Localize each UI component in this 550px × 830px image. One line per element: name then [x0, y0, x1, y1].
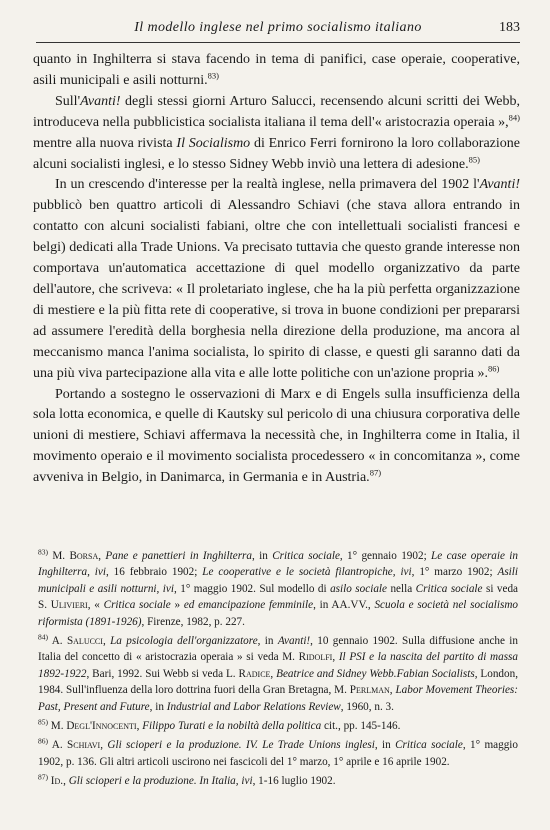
footnote-title: ed emancipazione femminile: [183, 599, 314, 612]
footnote-ref-87: 87): [369, 467, 382, 478]
footnote-text: »: [170, 599, 184, 612]
footnote-text: nella: [386, 582, 416, 595]
footnote-ref-83: 83): [207, 70, 219, 81]
footnote-text: , 1960, n. 3.: [340, 700, 394, 713]
footnote-ref-86: 86): [488, 362, 500, 373]
footnote-author: Salucci: [66, 635, 103, 648]
footnote-title: Pane e panettieri in Inghilterra: [105, 550, 252, 562]
footnote-author: Id.: [50, 775, 64, 788]
main-text: [33, 50, 520, 489]
footnote-text: ,: [332, 651, 339, 664]
footnote-text: A.: [48, 739, 68, 752]
footnote-mark: 86): [38, 736, 48, 746]
footnote-author: Ulivieri: [50, 599, 88, 612]
paragraph-2-text: mentre alla nuova rivista: [33, 135, 177, 151]
running-head: Il modello inglese nel primo socialismo italiano: [134, 20, 422, 35]
paragraph-2: [33, 92, 520, 176]
footnote-86: [38, 737, 518, 770]
footnote-text: , in: [149, 700, 167, 713]
footnote-title: Scuola e società nel socialismo riformista (1891-1926): [38, 599, 519, 628]
footnote-text: ,: [98, 550, 106, 562]
footnote-text: , 10 gennaio 1902. Sulla diffusione anche in Italia del concetto di « aristocrazia operaia » si veda M.: [38, 635, 519, 664]
paragraph-3-text: pubblicò ben quattro articoli di Alessandro Schiavi (che stava allora entrando in contatto con alcuni socialisti fabiani, oltre che con intellettuali socialisti francesi e belgi) dedicati alla Trade Unions. Va precisato tuttavia che questo grande interesse non comportava un'automatica accettazione di quel modello organizzativo da parte dell'autore, che scriveva: « Il proletariato inglese, che ha la più perfetta organizzazione di mestiere e la più fitta rete di cooperative, si trova in buone condizioni per prepararsi ad assumere l'eredità della borghesia nella direzione della produzione, ma ancora al meccanismo manca l'anima socialista, lo spirito di classe, e questi gli saranno dati da una più viva partecipazione alla vita e alle lotte politiche con un'azione propria ».: [33, 198, 520, 381]
footnote-text: ,: [270, 667, 277, 680]
footnote-mark: 84): [38, 632, 48, 642]
footnote-text: , Firenze, 1982, p. 227.: [141, 615, 245, 628]
footnote-author: Schiavi: [67, 739, 101, 752]
footnote-85: [38, 718, 518, 734]
footnote-text: , 1° maggio 1902. Sul modello di: [173, 582, 331, 595]
paragraph-3-text: In un crescendo d'interesse per la realtà inglese, nella primavera del 1902 l': [55, 177, 480, 193]
footnote-text: , 1° marzo 1902;: [411, 566, 498, 579]
footnote-text: , in: [252, 550, 273, 562]
footnote-text: ,: [100, 739, 108, 752]
footnote-title: Gli scioperi e la produzione. In Italia, ivi: [68, 775, 253, 788]
socialismo-title: Il Socialismo: [176, 135, 251, 151]
paragraph-2-text: degli stessi giorni Arturo Salucci, recensendo alcuni scritti dei Webb, introduceva nella pubblicistica socialista italiana il tema dell'« aristocrazia operaia »,: [33, 93, 520, 130]
footnote-title: Critica sociale: [395, 739, 463, 752]
footnote-text: , in: [257, 635, 278, 648]
footnote-title: Gli scioperi e la produzione. IV. Le Trade Unions inglesi: [107, 739, 375, 752]
footnote-title: Le case operaie in Inghilterra, ivi: [38, 550, 519, 579]
footnote-title: Critica sociale: [103, 599, 171, 612]
footnote-87: [38, 773, 518, 789]
footnote-title: Il PSI e la nascita del partito di massa 1892-1922: [38, 651, 519, 680]
footnote-text: M.: [48, 720, 67, 733]
footnote-mark: 83): [38, 547, 48, 557]
paragraph-1: [33, 50, 520, 92]
footnotes: [38, 548, 518, 793]
footnote-text: ,: [63, 775, 69, 788]
footnote-title: Labor Movement Theories: Past, Present and Future: [38, 684, 518, 713]
footnote-title: Le cooperative e le società filantropiche, ivi: [202, 566, 412, 579]
footnote-84: [38, 633, 518, 715]
page-header: [36, 20, 520, 43]
footnote-author: Ridolfi: [298, 651, 333, 664]
footnote-text: si veda S.: [38, 582, 519, 612]
footnote-text: , 16 febbraio 1902;: [105, 566, 203, 579]
footnote-text: , Bari, 1992. Sui Webb si veda L.: [86, 667, 239, 680]
page-number: 183: [499, 20, 520, 35]
footnote-title: Avanti!: [277, 635, 311, 648]
footnote-text: ,: [102, 635, 111, 648]
paragraph-4-text: Portando a sostegno le osservazioni di Marx e di Engels sulla insufficienza della sola lotta economica, e quelle di Kautsky sul pericolo di una chiusura corporativa delle unioni di mestiere, Schiavi affermava la necessità che, in Inghilterra come in Italia, il movimento operaio e il movimento socialista procedessero « in concomitanza », come avveniva in Belgio, in Danimarca, in Germania e in Austria.: [33, 386, 520, 486]
paragraph-1-text: quanto in Inghilterra si stava facendo in tema di panifici, case operaie, cooperative, asili municipali e asili notturni.: [33, 52, 520, 88]
footnote-title: Beatrice and Sidney Webb.Fabian Socialists: [276, 667, 475, 680]
avanti-title: Avanti!: [80, 93, 121, 109]
footnote-title: Industrial and Labor Relations Review: [166, 700, 341, 713]
paragraph-2-text: Sull': [55, 93, 81, 109]
footnote-text: , London, 1984. Sull'influenza della loro dottrina fuori della Gran Bretagna, M.: [38, 667, 518, 697]
footnote-author: Degl'Innocenti: [66, 720, 137, 733]
footnote-title: Critica sociale: [272, 550, 340, 562]
footnote-title: Filippo Turati e la nobiltà della politica: [142, 720, 322, 733]
paragraph-2-text: di Enrico Ferri fornirono la loro collaborazione alcuni socialisti inglesi, e lo stesso Sidney Webb inviò una lettera di adesione.: [33, 135, 520, 172]
footnote-ref-84: 84): [508, 112, 520, 123]
footnote-title: Asili municipali e asili notturni, ivi: [38, 566, 518, 595]
footnote-text: cit., pp. 145-146.: [321, 720, 401, 733]
footnote-author: Perlman: [349, 684, 390, 697]
footnote-title: Critica sociale: [415, 582, 483, 595]
footnote-mark: 85): [38, 717, 48, 727]
footnote-83: [38, 548, 518, 630]
paragraph-4: [33, 385, 520, 490]
footnote-author: Borsa: [69, 550, 99, 562]
footnote-text: , in AA.VV.,: [313, 599, 375, 612]
footnote-text: , 1° maggio 1902, p. 136. Gli altri articoli uscirono nei fascicoli del 1° marzo, 1° aprile e 16 aprile 1902.: [38, 739, 519, 768]
avanti-title: Avanti!: [479, 177, 520, 193]
footnote-author: Radice: [238, 667, 271, 680]
footnote-mark: 87): [38, 772, 48, 782]
footnote-text: , 1° gennaio 1902;: [339, 550, 432, 562]
paragraph-3: [33, 175, 520, 384]
footnote-text: M.: [48, 550, 70, 562]
footnote-text: ,: [389, 684, 396, 697]
footnote-text: ,: [136, 720, 143, 733]
footnote-text: , 1-16 luglio 1902.: [252, 775, 336, 788]
footnote-title: La psicologia dell'organizzatore: [110, 635, 258, 648]
footnote-text: , «: [87, 599, 104, 612]
footnote-title: asilo sociale: [330, 582, 387, 595]
footnote-text: A.: [48, 635, 67, 648]
footnote-text: , in: [374, 739, 396, 752]
footnote-ref-85: 85): [468, 153, 480, 164]
